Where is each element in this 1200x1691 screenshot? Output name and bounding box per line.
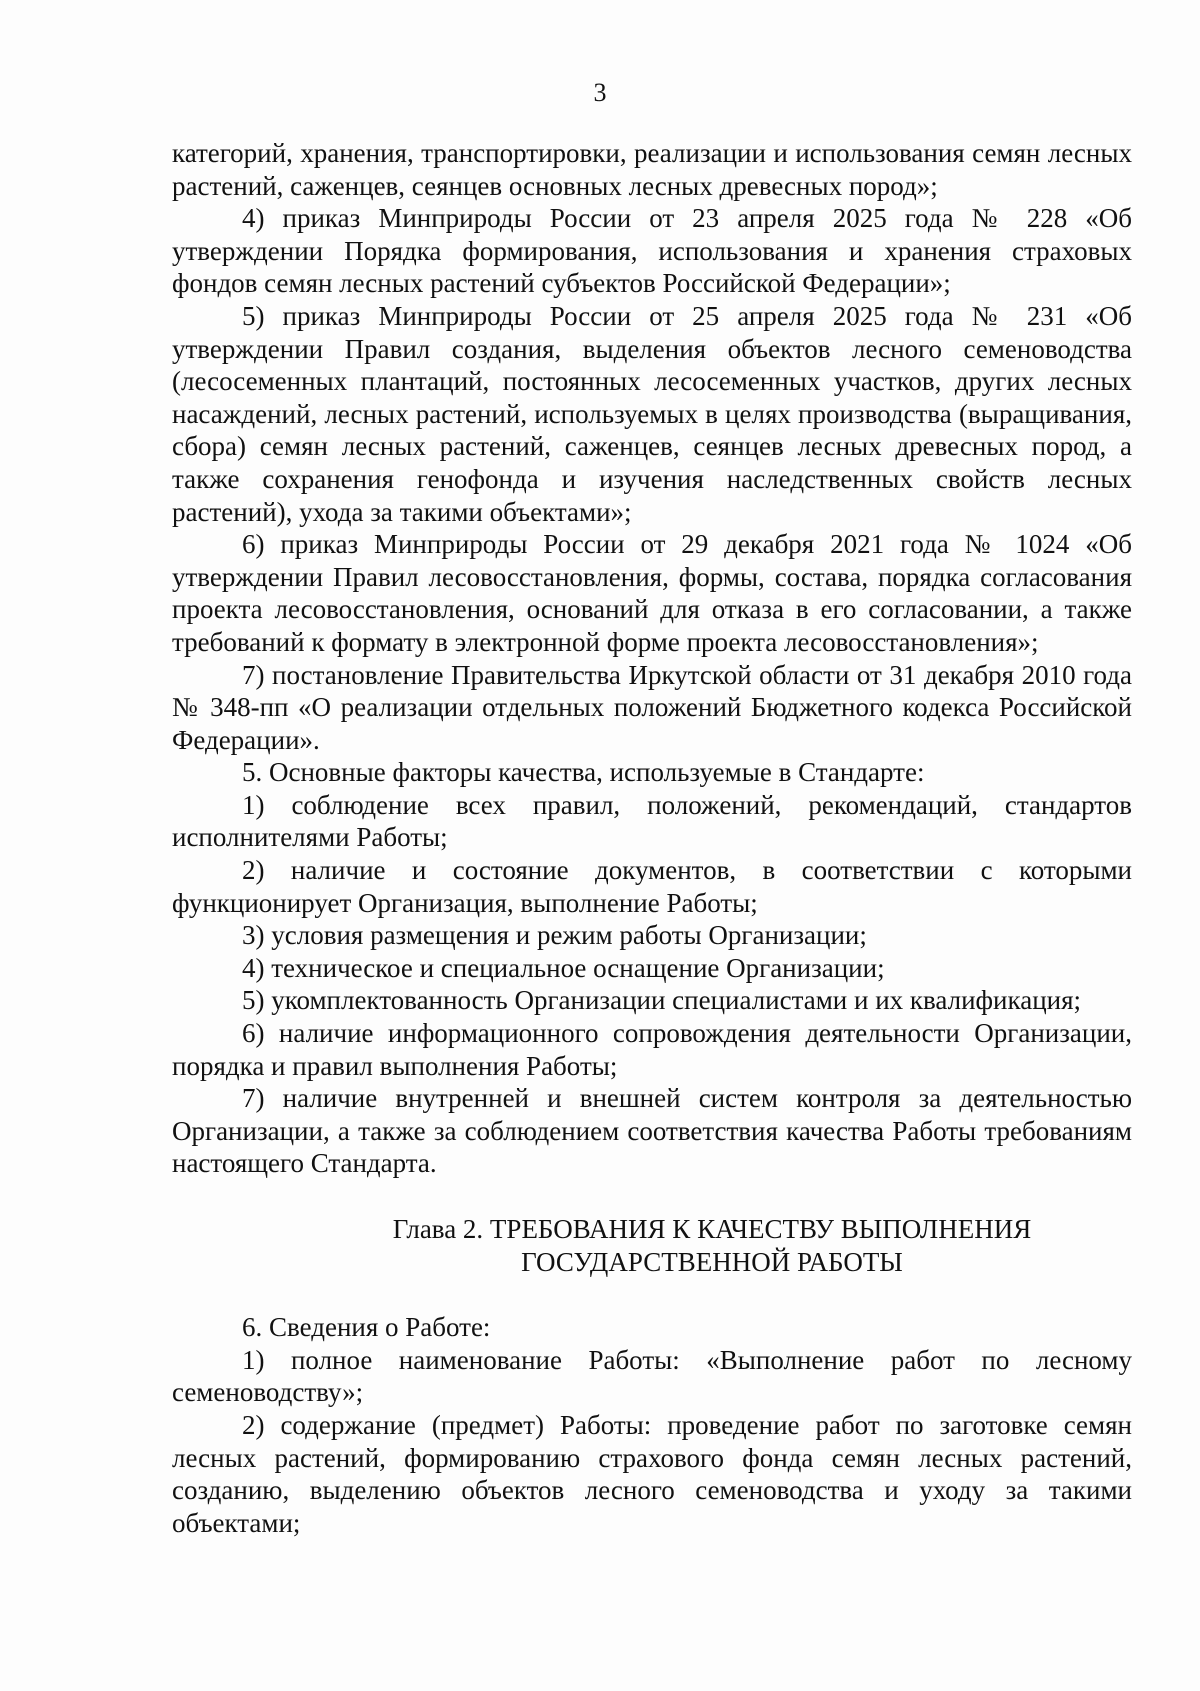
paragraph: 7) наличие внутренней и внешней систем контроля за деятельностью Организации, а также за соблюдением соответствия качества Работы требованиям настоящего Стандарта. bbox=[172, 1083, 1132, 1179]
paragraphs-after-heading bbox=[172, 1311, 1132, 1539]
paragraph: 5. Основные факторы качества, используемые в Стандарте: bbox=[242, 757, 925, 788]
paragraph: 4) техническое и специальное оснащение Организации; bbox=[242, 952, 885, 983]
paragraph: 6) наличие информационного сопровождения деятельности Организации, порядка и правил выполнения Работы; bbox=[172, 1018, 1132, 1081]
paragraph: 4) приказ Минприроды России от 23 апреля 2025 года № 228 «Об утверждении Порядка формирования, использования и хранения страховых фондов семян лесных растений субъектов Российской Федерации»; bbox=[172, 203, 1132, 299]
paragraph: 5) укомплектованность Организации специалистами и их квалификация; bbox=[242, 985, 1082, 1016]
chapter-heading-line-1: Глава 2. ТРЕБОВАНИЯ К КАЧЕСТВУ ВЫПОЛНЕНИЯ bbox=[392, 1214, 1032, 1244]
paragraph: 2) наличие и состояние документов, в соответствии с которыми функционирует Организация, выполнение Работы; bbox=[172, 855, 1132, 918]
paragraph: категорий, хранения, транспортировки, реализации и использования семян лесных растений, саженцев, сеянцев основных лесных древесных пород»; bbox=[172, 138, 1132, 201]
page-number: 3 bbox=[593, 78, 607, 107]
chapter-heading-line-2: ГОСУДАРСТВЕННОЙ РАБОТЫ bbox=[521, 1246, 903, 1277]
paragraphs-before-heading bbox=[172, 137, 1132, 1180]
paragraph: 6. Сведения о Работе: bbox=[242, 1312, 491, 1343]
paragraph: 1) полное наименование Работы: «Выполнение работ по лесному семеноводству»; bbox=[172, 1344, 1132, 1408]
paragraph: 2) содержание (предмет) Работы: проведение работ по заготовке семян лесных растений, формированию страхового фонда семян лесных растений, созданию, выделению объектов лесного семеноводства и уходу за такими объектами; bbox=[172, 1409, 1132, 1538]
chapter-heading bbox=[172, 1213, 1132, 1278]
paragraph: 6) приказ Минприроды России от 29 декабря 2021 года № 1024 «Об утверждении Правил лесовосстановления, формы, состава, порядка согласования проекта лесовосстановления, оснований для отказа в его согласовании, а также требований к формату в электронной форме проекта лесовосстановления»; bbox=[172, 529, 1132, 657]
document-body bbox=[172, 137, 1132, 1539]
paragraph: 3) условия размещения и режим работы Организации; bbox=[242, 920, 867, 951]
paragraph: 1) соблюдение всех правил, положений, рекомендаций, стандартов исполнителями Работы; bbox=[172, 789, 1132, 853]
paragraph: 7) постановление Правительства Иркутской области от 31 декабря 2010 года № 348-пп «О реализации отдельных положений Бюджетного кодекса Российской Федерации». bbox=[172, 659, 1132, 755]
paragraph: 5) приказ Минприроды России от 25 апреля 2025 года № 231 «Об утверждении Правил создания, выделения объектов лесного семеноводства (лесосеменных плантаций, постоянных лесосеменных участков, других лесных насаждений, лесных растений, используемых в целях производства (выращивания, сбора) семян лесных растений, саженцев, сеянцев лесных древесных пород, а также сохранения генофонда и изучения наследственных свойств лесных растений), ухода за такими объектами»; bbox=[172, 300, 1132, 527]
